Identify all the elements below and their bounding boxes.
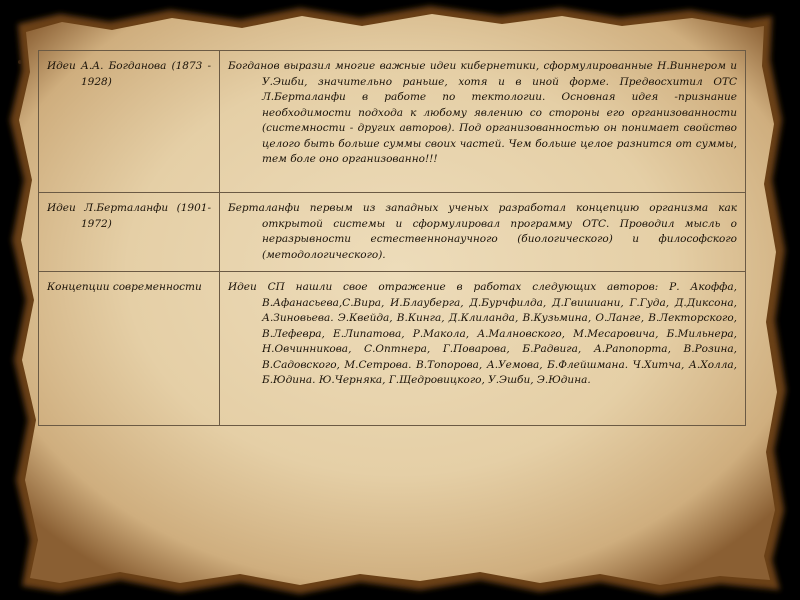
topic-text: Идеи А.А. Богданова (1873 - 1928) [47,60,211,88]
concepts-table [38,50,746,426]
topic-text: Идеи Л.Берталанфи (1901-1972) [47,202,211,230]
description-text: Берталанфи первым из западных ученых разработал концепцию организма как открытой системы и сформулировал программу ОТС. Проводил мысль о неразрывности естественнонаучного (биологического) и философского (методологического). [228,202,737,261]
description-text: Богданов выразил многие важные идеи кибернетики, сформулированные Н.Виннером и У.Эшби, значительно раньше, хотя и в иной форме. Предвосхитил ОТС Л.Берталанфи в работе по тектологии. Основная идея -признание необходимости подхода к любому явлению со стороны его организованности (системности - других авторов). Под организованностью он понимает свойство целого быть больше суммы своих частей. Чем больше целое разнится от суммы, тем боле оно организованно!!! [228,60,737,165]
description-cell [220,51,746,193]
topic-cell [39,193,220,272]
table-row [39,51,746,193]
table-row [39,272,746,426]
description-cell [220,272,746,426]
table-row [39,193,746,272]
concepts-table-container [38,50,743,426]
topic-cell [39,51,220,193]
burn-spot [18,60,22,64]
topic-text: Концепции современности [47,281,202,293]
topic-cell [39,272,220,426]
description-cell [220,193,746,272]
description-text: Идеи СП нашли свое отражение в работах следующих авторов: Р. Акоффа, В.Афанасьева,С.Вира, И.Блауберга, Д.Бурчфилда, Д.Гвишиани, Г.Гуда, Д.Диксона, А.Зиновьева. Э.Квейда, В.Кинга, Д.Клиланда, В.Кузьмина, О.Ланге, В.Лекторского, В.Лефевра, Е.Липатова, Р.Макола, А.Малновского, М.Месаровича, Б.Мильнера, Н.Овчинникова, С.Оптнера, Г.Поварова, Б.Радвига, А.Рапопорта, В.Розина, В.Садовского, М.Сетрова. В.Топорова, А.Уемова, Б.Флейшмана. Ч.Хитча, А.Холла, Б.Юдина. Ю.Черняка, Г.Щедровицкого, У.Эшби, Э.Юдина. [228,281,737,386]
